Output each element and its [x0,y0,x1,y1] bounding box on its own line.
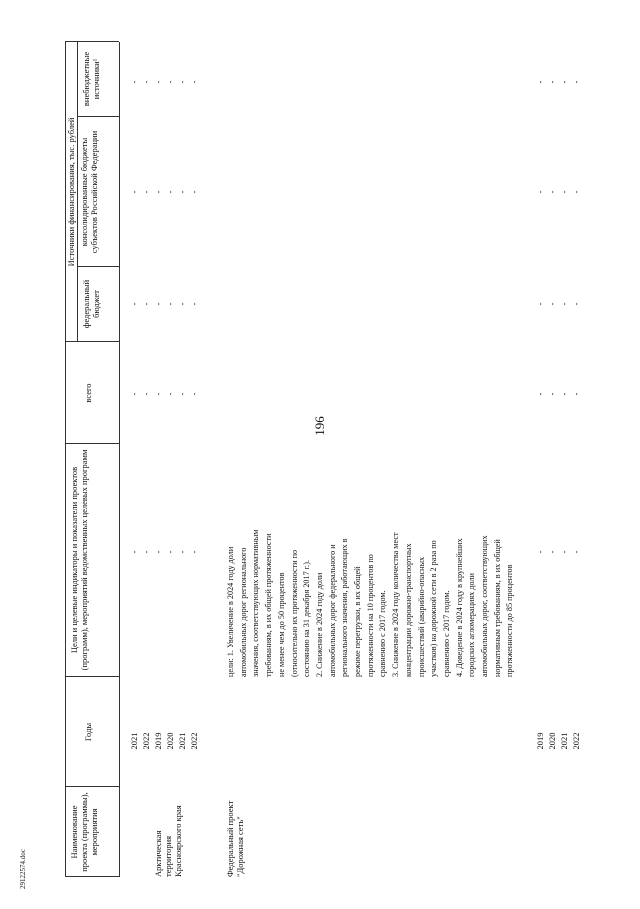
goal-line: автомобильных дорог федерального и [327,544,337,677]
goal-line: городских агломерациях доли [467,573,477,677]
header-years: Годы [83,722,93,742]
offbudget-dash: - [153,80,163,84]
total-dash: - [571,392,581,396]
regional-dash: - [177,190,187,194]
year-cell: 2019 [535,732,545,750]
header-name: Наименование проекта (программы), мероприятия [69,792,100,872]
project-goals [225,431,517,677]
total-dash: - [129,392,139,396]
goal-line: (относительно их протяженности по [289,549,299,677]
total-dash: - [535,392,545,396]
federal-dash: - [165,302,175,306]
year-cell: 2020 [165,732,175,750]
federal-dash: - [571,302,581,306]
goal-line: цели: 1. Увеличение в 2024 году доли [226,546,235,677]
regional-dash: - [547,190,557,194]
federal-dash: - [559,302,569,306]
year-cell: 2022 [189,732,199,750]
total-dash: - [189,392,199,396]
col-divider-4 [65,443,119,444]
federal-dash: - [535,302,545,306]
sources-subheader-border [77,42,78,342]
federal-dash: - [141,302,151,306]
regional-dash: - [535,190,545,194]
goal-line: режиме перегрузки, в их общей [353,566,363,677]
year-cell: 2022 [571,732,581,750]
goal-line: 3. Снижение в 2024 году количества мест [391,532,401,677]
offbudget-dash: - [165,80,175,84]
federal-dash: - [177,302,187,306]
goal-line: протяженности на 10 процентов по [365,554,375,677]
offbudget-dash: - [559,80,569,84]
goal-line: концентрации дорожно-транспортных [403,543,413,677]
arctic-territory-name: Арктическая территория Красноярского края [153,805,184,877]
offbudget-dash: - [571,80,581,84]
goal-line: автомобильных дорог регионального [238,547,248,677]
goals-dash: - [559,550,569,554]
year-cell: 2020 [547,732,557,750]
goal-line: 2. Снижение в 2024 году доли [314,572,324,677]
goals-dash: - [571,550,581,554]
page-number: 196 [312,416,327,436]
offbudget-dash: - [547,80,557,84]
offbudget-dash: - [141,80,151,84]
goal-line: участков) на дорожной сети в 2 раза по [429,540,439,677]
header-offbudget: внебюджетные источники¹ [81,51,102,107]
goal-line: состоянию на 31 декабря 2017 г.). [302,560,312,677]
offbudget-dash: - [177,80,187,84]
financing-table [65,42,635,877]
total-dash: - [165,392,175,396]
goal-line: требованиям, в их общей протяженности [264,533,274,677]
goal-line: 4. Доведение в 2024 году в крупнейших [454,538,464,677]
col-divider-8 [65,41,119,42]
total-dash: - [153,392,163,396]
header-bottom-border [119,42,120,877]
federal-dash: - [153,302,163,306]
header-federal: федеральный бюджет [81,279,102,329]
regional-dash: - [571,190,581,194]
goal-line: сравнению с 2017 годом. [441,590,451,677]
regional-dash: - [129,190,139,194]
regional-dash: - [559,190,569,194]
project-name: Федеральный проект "Дорожная сеть" [225,800,246,877]
goal-line: нормативным требованиям, в их общей [492,539,502,677]
federal-dash: - [129,302,139,306]
goal-line: протяженности до 85 процентов [505,564,515,677]
total-dash: - [559,392,569,396]
goal-line: значения, соответствующих нормативным [251,529,261,677]
goals-dash: - [535,550,545,554]
goals-dash: - [153,550,163,554]
year-cell: 2021 [129,732,139,750]
header-goals: Цели и целевые индикаторы и показатели проектов (программ), мероприятий ведомственных целевых программ [69,449,90,671]
year-cell: 2021 [559,732,569,750]
header-regional: консолидированные бюджеты субъектов Российской Федерации [79,130,100,254]
regional-dash: - [189,190,199,194]
col-divider-2 [65,786,119,787]
goal-line: регионального значения, работающих в [340,538,350,677]
goals-dash: - [165,550,175,554]
goals-dash: - [189,550,199,554]
col-divider-7 [77,116,119,117]
goal-line: происшествий (аварийно-опасных [416,556,426,677]
offbudget-dash: - [189,80,199,84]
goal-line: автомобильных дорог, соответствующих [480,535,490,677]
regional-dash: - [165,190,175,194]
col-divider-6 [77,266,119,267]
goals-dash: - [547,550,557,554]
total-dash: - [547,392,557,396]
header-total: всего [83,383,93,403]
col-divider-1 [65,876,119,877]
federal-dash: - [547,302,557,306]
total-dash: - [141,392,151,396]
offbudget-dash: - [129,80,139,84]
document-code: 29122574.doc [19,849,27,889]
year-cell: 2021 [177,732,187,750]
col-divider-5 [65,341,119,342]
total-dash: - [177,392,187,396]
goals-dash: - [177,550,187,554]
goal-line: не менее чем до 50 процентов [276,572,286,677]
year-cell: 2022 [141,732,151,750]
federal-dash: - [189,302,199,306]
goal-line: сравнению с 2017 годом. [378,590,388,677]
regional-dash: - [141,190,151,194]
goals-dash: - [141,550,151,554]
offbudget-dash: - [535,80,545,84]
year-cell: 2019 [153,732,163,750]
header-sources: Источники финансирования, тыс. рублей [66,117,76,267]
col-divider-3 [65,676,119,677]
goals-dash: - [129,550,139,554]
regional-dash: - [153,190,163,194]
